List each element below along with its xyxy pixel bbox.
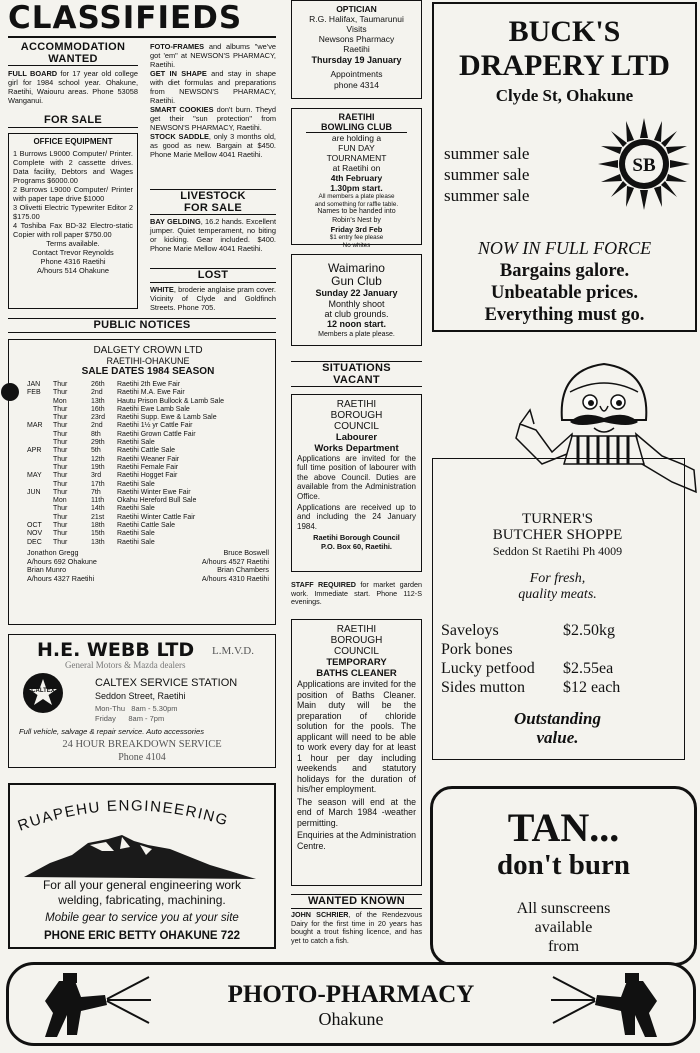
meat-name: Saveloys	[441, 622, 499, 639]
baths-council-3: COUNCIL	[333, 646, 379, 657]
office-equipment-heading: OFFICE EQUIPMENT	[33, 137, 113, 146]
optician-title: OPTICIAN	[336, 4, 377, 14]
sale-date-row	[27, 539, 267, 547]
sale-day: Thur	[53, 381, 68, 388]
livestock-section	[150, 189, 276, 253]
sale-date-row	[27, 522, 267, 530]
bucks-title: BUCK'S	[508, 15, 621, 48]
sale-dates-table	[27, 381, 267, 547]
sale-description: Raetihi Sale	[117, 530, 155, 538]
bowling-date: 4th February	[330, 173, 383, 183]
bowling-note-2: and something for raffle table.	[314, 200, 399, 208]
ruapehu-line-3: Mobile gear to service you at your site	[45, 912, 239, 924]
ruapehu-line-2: welding, fabricating, machining.	[58, 893, 226, 907]
sale-day: Mon	[53, 497, 67, 505]
webb-name: H.E. WEBB LTD	[37, 639, 195, 661]
photo-pharmacy-ad	[6, 962, 696, 1046]
meat-item	[441, 678, 681, 697]
bucks-full-force: NOW IN FULL FORCE	[477, 238, 652, 258]
labourer-council-1: RAETIHI	[336, 399, 377, 410]
gun-club-name-2: Gun Club	[331, 274, 382, 288]
meat-item	[441, 659, 681, 678]
sale-date: 14th	[91, 505, 105, 513]
lost-heading: LOST	[150, 268, 276, 283]
bowling-whites: No whites	[342, 241, 371, 249]
sale-date-row	[27, 530, 267, 538]
sale-description: Raetihi Winter Cattle Fair	[117, 513, 196, 521]
small-ad-get-in-shape: GET IN SHAPE and stay in shape with diet formulas and preparations from NEWSON'S PHARMACY, Raetihi.	[150, 69, 276, 105]
bowling-at: at Raetihi on	[332, 163, 381, 173]
sale-date: 7th	[91, 488, 101, 496]
baths-enquiries: Enquiries at the Administration Centre.	[297, 830, 416, 851]
sale-description: Raetihi Ewe Lamb Sale	[117, 405, 190, 413]
sale-month	[27, 406, 53, 414]
public-notices-title: PUBLIC NOTICES	[93, 319, 191, 331]
sale-date-row	[27, 505, 267, 513]
sale-day: Thur	[53, 389, 68, 397]
sale-day: Thur	[53, 530, 68, 538]
punch-hole	[1, 383, 19, 401]
office-item: 2 Burrows L9000 Computer/ Printer with paper tape drive $1000	[13, 185, 133, 203]
ruapehu-engineering-ad	[8, 783, 276, 949]
baths-council-2: BOROUGH	[330, 635, 383, 646]
ruapehu-line-1: For all your general engineering work	[42, 878, 242, 892]
sale-date: 19th	[91, 463, 105, 471]
sale-date-row	[27, 389, 267, 397]
sale-day: Mon	[53, 397, 67, 405]
sale-day: Thur	[53, 488, 68, 496]
small-ad-smart-cookies: SMART COOKIES don't burn. Theyd get their "sun protection" from NEWSON'S PHARMACY, Raetihi.	[150, 105, 276, 132]
labourer-title: Labourer	[335, 432, 378, 443]
sale-date-row	[27, 439, 267, 447]
masthead: CLASSIFIEDS	[8, 0, 243, 36]
sale-month	[27, 431, 53, 439]
sale-date: 12th	[91, 455, 105, 463]
sale-date: 3rd	[91, 472, 102, 480]
caltex-label: CALTEX	[31, 688, 55, 694]
meat-name: Pork bones	[441, 641, 513, 658]
gun-club-date: Sunday 22 January	[315, 288, 398, 298]
meat-name: Sides mutton	[441, 679, 526, 696]
labourer-closing: Applications are received up to and including the 24 January 1984.	[297, 503, 416, 531]
baths-text: Applications are invited for the position of Baths Cleaner. Main duty will be the preparation of chloride solution for the pools. The applicant will need to be able to work every day for at least 1 hour per day including weekends and statutory holidays for the duration of his/her employment.	[297, 679, 416, 794]
baths-season: The season will end at the end of March 1984 -weather permitting.	[297, 796, 416, 828]
turners-tag-1: For fresh,	[529, 571, 586, 586]
sale-month: MAY	[27, 472, 42, 480]
meat-price: $2.50kg	[563, 622, 615, 639]
office-phone: Phone 4316 Raetihi	[40, 257, 106, 266]
sale-description: Raetihi Weaner Fair	[117, 455, 180, 463]
sale-month: JAN	[27, 381, 41, 388]
gun-club-ad	[291, 254, 422, 346]
sale-date: 8th	[91, 430, 101, 438]
sale-day: Thur	[53, 422, 68, 430]
office-equipment-ad	[8, 133, 138, 309]
livestock-ad: BAY GELDING, 16.2 hands. Excellent jumper. Quiet temperament, no biting or kicking. Gear included. $400. Phone Marie Mellow 4041 Raetihi.	[150, 217, 277, 253]
livestock-heading: LIVESTOCK	[150, 189, 276, 202]
sale-date: 18th	[91, 522, 105, 530]
bowling-deadline: Friday 3rd Feb	[330, 225, 383, 234]
sale-month: MAR	[27, 422, 43, 430]
small-ad-stock-saddle: STOCK SADDLE, only 3 months old, as good as new. Bargain at $450. Phone Marie Mellow 4041 Raetihi.	[150, 132, 276, 159]
sale-date: 13th	[91, 538, 105, 546]
sale-day: Thur	[53, 522, 68, 530]
meat-item	[441, 621, 681, 640]
sale-date: 26th	[91, 381, 105, 388]
photo-pharmacy-title: PHOTO-PHARMACY	[227, 981, 475, 1008]
sale-month: OCT	[27, 522, 42, 530]
webb-lmvd: L.M.V.D.	[212, 645, 254, 657]
sale-date: 17th	[91, 480, 105, 488]
sale-description: Raetihi Sale	[117, 505, 155, 513]
bucks-line-1: Bargains galore.	[499, 261, 630, 281]
tan-line-2: available	[534, 919, 593, 936]
webb-dealers: General Motors & Mazda dealers	[65, 660, 186, 670]
labourer-sign-1: Raetihi Borough Council	[313, 533, 400, 543]
meat-price: $12 each	[563, 679, 621, 696]
sale-date: 15th	[91, 530, 105, 538]
dalgety-location: RAETIHI-OHAKUNE	[106, 356, 190, 366]
webb-hours-2: Friday 8am - 7pm	[95, 714, 165, 723]
sale-day: Thur	[53, 463, 68, 471]
labourer-dept: Works Department	[314, 443, 399, 454]
bucks-line-2: Unbeatable prices.	[491, 283, 638, 303]
summer-sale-line-3: summer sale	[444, 186, 530, 205]
sale-description: Raetihi Female Fair	[117, 463, 179, 471]
staff-required-ad: STAFF REQUIRED for market garden work. Immediate start. Phone 112-S evenings.	[291, 580, 422, 607]
sale-description: Raetihi Cattle Sale	[117, 522, 175, 530]
bowling-robins: Robin's Nest by	[332, 216, 381, 224]
sale-description: Raetihi Cattle Sale	[117, 447, 175, 455]
sale-date: 23rd	[91, 414, 106, 422]
webb-street: Seddon Street, Raetihi	[95, 691, 186, 701]
sale-description: Raetihi Winter Ewe Fair	[117, 488, 191, 496]
sale-description: Raetihi Sale	[117, 538, 155, 546]
sale-month: JUN	[27, 488, 41, 496]
webb-station: CALTEX SERVICE STATION	[95, 677, 238, 689]
dalgety-notice	[8, 339, 276, 625]
bowling-town: RAETIHI	[338, 112, 375, 122]
turners-title: TURNER'S	[521, 511, 594, 527]
situations-title-2: VACANT	[333, 374, 380, 386]
sale-date-row	[27, 514, 267, 522]
tan-subtitle: don't burn	[497, 849, 630, 881]
office-item: 1 Burrows L9000 Computer/ Printer. Complete with 2 cassette drives. Data facility, Debtors and Wages Programs $6000.00	[13, 149, 133, 185]
photo-pharmacy-town: Ohakune	[318, 1009, 384, 1029]
turners-title-2: BUTCHER SHOPPE	[492, 527, 623, 543]
sale-date: 2nd	[91, 389, 103, 397]
for-sale-heading: FOR SALE	[8, 114, 138, 128]
sale-day: Thur	[53, 513, 68, 521]
accommodation-heading-2: WANTED	[8, 53, 138, 66]
sale-month	[27, 481, 53, 489]
turners-address: Seddon St Raetihi Ph 4009	[492, 544, 623, 558]
optician-ad	[291, 0, 422, 99]
sale-day: Thur	[53, 414, 68, 422]
sale-date: 29th	[91, 439, 105, 447]
optician-phone: phone 4314	[334, 80, 379, 90]
sale-month	[27, 464, 53, 472]
optician-appointments: Appointments	[330, 69, 383, 79]
bowling-names: Names to be handed into	[317, 208, 396, 215]
sale-date: 21st	[91, 513, 105, 521]
ruapehu-arc-title: RUAPEHU ENGINEERING	[15, 797, 231, 835]
sale-description: Raetihi Supp. Ewe & Lamb Sale	[117, 414, 217, 422]
tan-title: TAN...	[507, 805, 620, 850]
he-webb-ad	[8, 634, 276, 768]
sale-date-row	[27, 472, 267, 480]
sale-month	[27, 505, 53, 513]
sale-month	[27, 456, 53, 464]
office-contact: Contact Trevor Reynolds	[32, 248, 114, 257]
baths-council-1: RAETIHI	[336, 624, 377, 635]
labourer-council-3: COUNCIL	[333, 421, 379, 432]
tan-line-1: All sunscreens	[516, 900, 611, 917]
sale-description: Raetihi 2th Ewe Fair	[117, 381, 181, 388]
sun-icon	[596, 116, 692, 212]
sale-date-row	[27, 422, 267, 430]
sale-month	[27, 439, 53, 447]
wanted-known-section	[291, 894, 422, 945]
sale-month: APR	[27, 447, 42, 455]
sale-month	[27, 514, 53, 522]
sale-day: Thur	[53, 405, 68, 413]
bucks-drapery-ad	[432, 2, 697, 332]
accommodation-heading: ACCOMMODATION	[20, 41, 126, 53]
gun-club-name: Waimarino	[328, 261, 385, 275]
situations-vacant-heading	[291, 361, 422, 387]
sale-description: Raetihi Grown Cattle Fair	[117, 430, 196, 438]
sale-day: Thur	[53, 538, 68, 546]
sale-description: Raetihi Sale	[117, 480, 155, 488]
caltex-star-icon	[23, 673, 63, 713]
for-sale-section	[8, 114, 138, 128]
situations-title: SITUATIONS	[322, 362, 391, 374]
sale-day: Thur	[53, 430, 68, 438]
sale-description: Raetihi Hogget Fair	[117, 472, 178, 480]
sale-date: 5th	[91, 447, 101, 455]
sale-day: Thur	[53, 455, 68, 463]
mountain-icon	[24, 835, 256, 879]
bowling-holding: are holding a	[331, 133, 382, 143]
bowling-start: 1.30pm start.	[330, 183, 383, 193]
contact-right: Bruce Boswell A/hours 4527 Raetihi Brian Chambers A/hours 4310 Raetihi	[201, 547, 269, 583]
bowling-fun-day: FUN DAY	[338, 143, 375, 153]
gun-club-grounds: at club grounds.	[324, 309, 389, 319]
sale-month	[27, 398, 53, 406]
webb-services: Full vehicle, salvage & repair service. Auto accessories	[19, 727, 205, 736]
sale-date-row	[27, 381, 267, 389]
sale-day: Thur	[53, 505, 68, 513]
sun-initials: SB	[632, 155, 656, 176]
lost-section	[150, 268, 276, 312]
gun-club-shoot: Monthly shoot	[328, 299, 385, 309]
sale-description: Hautu Prison Bullock & Lamb Sale	[117, 397, 224, 405]
turners-value: value.	[536, 728, 579, 747]
sale-day: Thur	[53, 472, 68, 480]
baths-cleaner-ad	[291, 619, 422, 886]
turners-butcher-ad	[432, 458, 685, 760]
labourer-sign-2: P.O. Box 60, Raetihi.	[321, 542, 392, 552]
labourer-council-2: BOROUGH	[330, 410, 383, 421]
bowling-fee: $1 entry fee please	[329, 234, 384, 241]
optician-town: Raetihi	[343, 44, 370, 54]
meat-item	[441, 640, 681, 659]
office-ahours: A/hours 514 Ohakune	[37, 266, 109, 275]
sale-description: Okahu Hereford Bull Sale	[117, 497, 197, 505]
sale-month: FEB	[27, 389, 41, 397]
accommodation-ad: FULL BOARD for 17 year old college girl for 1984 school year. Ohakune, Raetihi, Waiouru areas. Phone 53058 Wanganui.	[8, 69, 138, 105]
baths-temporary: TEMPORARY	[326, 657, 387, 668]
wanted-known-ad: JOHN SCHRIER, of the Rendezvous Dairy for the first time in 20 years has bought a trout fishing licence, and has yet to catch a fish.	[291, 910, 422, 945]
bowling-club-ad	[291, 108, 422, 249]
sale-description: Raetihi 1½ yr Cattle Fair	[117, 422, 193, 430]
sale-date: 13th	[91, 397, 105, 405]
optician-date: Thursday 19 January	[311, 55, 402, 65]
tan-ad	[430, 786, 697, 966]
sale-date: 2nd	[91, 422, 103, 430]
sale-date-row	[27, 406, 267, 414]
sale-description: Raetihi M.A. Ewe Fair	[117, 389, 185, 397]
ruapehu-phone: PHONE ERIC BETTY OHAKUNE 722	[44, 930, 240, 942]
office-terms: Terms available.	[46, 239, 100, 248]
webb-hours-1: Mon-Thu 8am - 5.30pm	[95, 704, 178, 713]
livestock-heading-2: FOR SALE	[150, 202, 276, 215]
bucks-line-3: Everything must go.	[484, 305, 645, 325]
sale-month	[27, 414, 53, 422]
baths-title: BATHS CLEANER	[316, 668, 397, 679]
bowling-tournament: TOURNAMENT	[326, 153, 387, 163]
sale-date-row	[27, 497, 267, 505]
lost-ad: WHITE, broderie anglaise pram cover. Vicinity of Clyde and Goldfinch Streets. Phone 705.	[150, 285, 276, 312]
masthead-rule	[8, 36, 276, 38]
meat-price: $2.55ea	[563, 660, 614, 677]
accommodation-section	[8, 42, 138, 105]
sale-description: Raetihi Sale	[117, 439, 155, 447]
small-ads-column	[150, 42, 276, 159]
tan-line-3: from	[547, 938, 580, 955]
webb-breakdown: 24 HOUR BREAKDOWN SERVICE	[62, 739, 222, 750]
optician-visits: Visits	[346, 24, 367, 34]
bowling-club-name: BOWLING CLUB	[306, 122, 407, 133]
sale-month	[27, 497, 53, 505]
summer-sale-line-1: summer sale	[444, 144, 530, 163]
gun-club-start: 12 noon start.	[326, 319, 386, 329]
bucks-title-2: DRAPERY LTD	[459, 49, 670, 82]
summer-sale-line-2: summer sale	[444, 165, 530, 184]
office-item: 4 Toshiba Fax BD-32 Electro-static Copier with roll paper $750.00	[13, 221, 133, 239]
optician-pharmacy: Newsons Pharmacy	[318, 34, 395, 44]
sale-date-row	[27, 464, 267, 472]
sale-day: Thur	[53, 439, 68, 447]
dalgety-title: DALGETY CROWN LTD	[93, 345, 203, 356]
sale-date-row	[27, 489, 267, 497]
dalgety-season: SALE DATES 1984 SEASON	[81, 366, 215, 377]
office-item: 3 Olivetti Electric Typewriter Editor 2 $175.00	[13, 203, 133, 221]
sale-day: Thur	[53, 480, 68, 488]
contact-left: Jonathon Gregg A/hours 692 Ohakune Brian Munro A/hours 4327 Raetihi	[27, 547, 97, 583]
sale-date-row	[27, 481, 267, 489]
dalgety-contacts	[27, 549, 269, 583]
turners-tag-2: quality meats.	[518, 587, 597, 602]
sale-day: Thur	[53, 447, 68, 455]
gun-club-plate: Members a plate please.	[318, 331, 395, 338]
labourer-ad	[291, 394, 422, 572]
sale-month: DEC	[27, 538, 42, 546]
meat-price-list	[441, 621, 681, 697]
bowling-note-1: All members a plate please	[318, 193, 395, 200]
sale-date-row	[27, 398, 267, 406]
labourer-text: Applications are invited for the full time position of labourer with the above Council. Duties are available from the Administration Office.	[297, 454, 416, 501]
sale-date: 16th	[91, 405, 105, 413]
turners-outstanding: Outstanding	[514, 709, 601, 728]
optician-name: R.G. Halifax, Taumarunui	[309, 14, 404, 24]
sale-month: NOV	[27, 530, 43, 538]
sale-date-row	[27, 431, 267, 439]
public-notices-heading	[8, 318, 276, 333]
sale-date-row	[27, 456, 267, 464]
wanted-known-heading: WANTED KNOWN	[291, 894, 422, 909]
sale-date: 11th	[91, 497, 105, 505]
meat-name: Lucky petfood	[441, 660, 535, 677]
sale-date-row	[27, 447, 267, 455]
bucks-address: Clyde St, Ohakune	[495, 86, 634, 105]
small-ad-foto-frames: FOTO-FRAMES and albums "we've got 'em" at NEWSON'S PHARMACY, Raetihi.	[150, 42, 276, 69]
webb-phone: Phone 4104	[118, 752, 166, 763]
